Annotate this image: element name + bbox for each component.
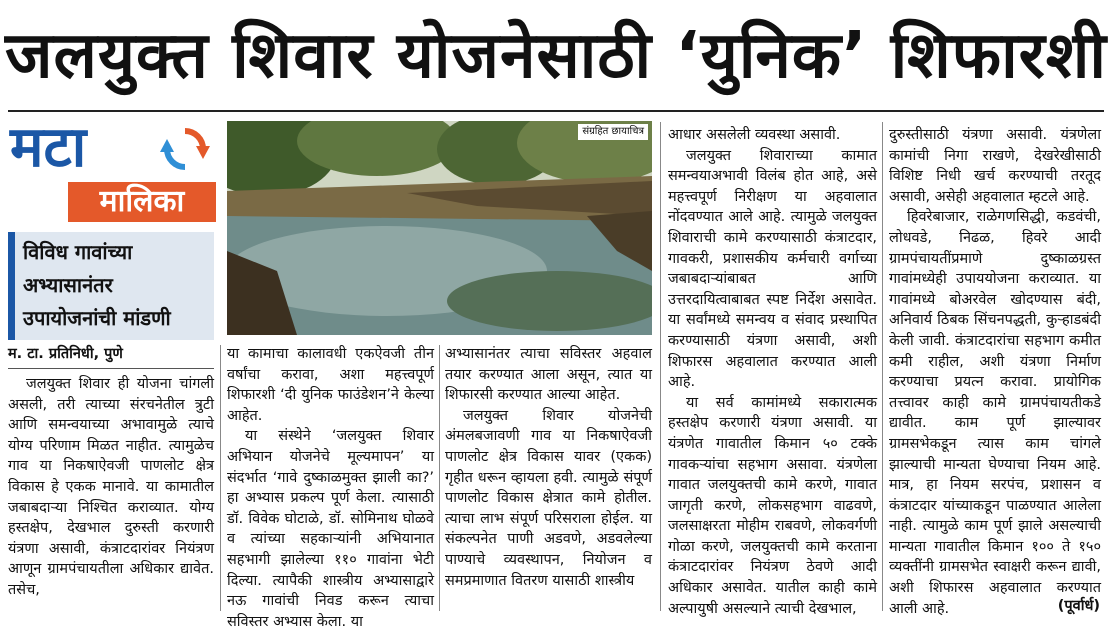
paragraph: हिवरेबाजार, राळेगणसिद्धी, कडवंची, लोधवडे, निढळ, हिवरे आदी ग्रामपंचायतींप्रमाणे दुष्काळग्रस्त गावांमध्येही उपाययोजना कराव्यात. या गावांमध्ये बोअरवेल खोदण्यास बंदी, अनिवार्य ठिबक सिंचनपद्धती, कुऱ्हाडबंदी केली जावी. कंत्राटदारांचा सहभाग कमीत कमी राहील, अशी यंत्रणा निर्माण करण्याचा प्रयत्न करावा. प्रायोगिक तत्त्वावर काही कामे ग्रामपंचायतीकडे द्यावीत. काम पूर्ण झाल्यावर ग्रामसभेकडून त्यास काम चांगले झाल्याची मान्यता घेण्याचा नियम आहे. मात्र, हा नियम सरपंच, प्रशासन व कंत्राटदार यांच्याकडून पाळण्यात आलेला नाही. त्यामुळे काम पूर्ण झाले असल्याची मान्यता गावातील किमान १०० ते १५० व्यक्तींनी ग्रामसभेत स्वाक्षरी करून द्यावी, अशी शिफारस अहवालात करण्यात आली आहे. xyxy=(889,209,1101,617)
pond-illustration xyxy=(227,121,652,335)
article-column-2 xyxy=(227,344,434,632)
kicker-box xyxy=(8,232,214,340)
byline-rule xyxy=(8,368,214,369)
mata-series-logo xyxy=(8,115,216,226)
byline: म. टा. प्रतिनिधी, पुणे xyxy=(8,346,123,362)
kicker-line: विविध गावांच्या xyxy=(23,240,133,264)
paragraph: जलयुक्त शिवाराच्या कामात समन्वयाअभावी विलंब होत आहे, असे महत्त्वपूर्ण निरीक्षण या अहवालात नोंदवण्यात आले आहे. त्यामुळे जलयुक्त शिवाराची कामे करण्यासाठी कंत्राटदार, गावकरी, प्रशासकीय कर्मचारी वर्गाच्या जबाबदाऱ्यांबाबत आणि उत्तरदायित्वाबाबत स्पष्ट निर्देश असावेत. या सर्वांमध्ये समन्वय व संवाद प्रस्थापित करण्यासाठी यंत्रणा असावी, अशी शिफारस अहवालात करण्यात आली आहे. xyxy=(668,147,877,391)
article-column-4 xyxy=(668,125,877,619)
headline: जलयुक्त शिवार योजनेसाठी ‘युनिक’ शिफारशी xyxy=(5,19,1107,93)
column-divider xyxy=(220,345,221,611)
column-divider xyxy=(439,345,440,611)
paragraph: दुरुस्तीसाठी यंत्रणा असावी. यंत्रणेला कामांची निगा राखणे, देखरेखीसाठी विशिष्ट निधी खर्च करण्याची तरतूद असावी, असेही अहवालात म्हटले आहे. xyxy=(889,127,1101,205)
paragraph: अभ्यासानंतर त्याचा सविस्तर अहवाल तयार करण्यात आला असून, त्यात या शिफारसी करण्यात आल्या आहेत. xyxy=(445,346,652,404)
column-divider xyxy=(882,122,883,611)
paragraph: आधार असलेली व्यवस्था असावी. xyxy=(668,127,841,143)
pond-photo xyxy=(227,121,652,335)
paragraph: या संस्थेने ‘जलयुक्त शिवार अभियान योजनेचे मूल्यमापन’ या संदर्भात ‘गावे दुष्काळमुक्त झाली का?’ हा अभ्यास प्रकल्प पूर्ण केला. त्यासाठी डॉ. विवेक घोटाळे, डॉ. सोमिनाथ घोळवे व त्यांच्या सहकाऱ्यांनी अभियानात सहभागी झालेल्या ११० गावांना भेटी दिल्या. त्यापैकी शास्त्रीय अभ्यासाद्वारे नऊ गावांची निवड करून त्याचा सविस्तर अभ्यास केला. या xyxy=(227,428,434,630)
photo-credit: संग्रहित छायाचित्र xyxy=(578,124,648,140)
paragraph: या सर्व कामांमध्ये सकारात्मक हस्तक्षेप करणारी यंत्रणा असावी. या यंत्रणेत गावातील किमान ५० टक्के गावकऱ्यांचा सहभाग असावा. यंत्रणेला गावात जलयुक्तची कामे करणे, गावात जागृती करणे, लोकसहभाग वाढवणे, जलसाक्षरता मोहीम राबवणे, लोकवर्गणी गोळा करणे, जलयुक्तची कामे करताना कंत्राटदारांवर नियंत्रण ठेवणे आदी अधिकार असावेत. यातील काही कामे अल्पायुषी असल्याने त्याची देखभाल, xyxy=(668,394,877,617)
article-column-3 xyxy=(445,344,652,591)
paragraph: जलयुक्त शिवार योजनेची अंमलबजावणी गाव या निकषाऐवजी पाणलोट क्षेत्र विकास यावर (एकक) गृहीत धरून व्हायला हवी. त्यामुळे संपूर्ण पाणलोट विकास क्षेत्रात कामे होतील. त्याचा लाभ संपूर्ण परिसराला होईल. या संकल्पनेत पाणी अडवणे, अडवलेल्या पाण्याचे व्यवस्थापन, नियोजन व समप्रमाणात वितरण यासाठी शास्त्रीय xyxy=(445,407,652,589)
article-column-1 xyxy=(8,374,214,601)
refresh-cycle-icon xyxy=(160,124,210,174)
kicker-line: अभ्यासानंतर xyxy=(23,273,113,297)
column-divider xyxy=(660,122,661,611)
article-column-5 xyxy=(889,125,1101,619)
logo-top xyxy=(8,115,216,182)
headline-rule xyxy=(8,110,1104,112)
paragraph: जलयुक्त शिवार ही योजना चांगली असली, तरी त्याच्या संरचनेतील त्रुटी आणि समन्वयाच्या अभावामुळे त्याचे योग्य परिणाम मिळत नाहीत. त्यामुळेच गाव या निकषाऐवजी पाणलोट क्षेत्र विकास हे एकक मानावे. या कामातील जबाबदाऱ्या निश्चित कराव्यात. योग्य हस्तक्षेप, देखभाल दुरुस्ती करणारी यंत्रणा असावी, कंत्राटदारांवर नियंत्रण आणून ग्रामपंचायतीला अधिकार द्यावेत. तसेच, xyxy=(8,376,214,598)
continued-marker: (पूर्वार्ध) xyxy=(1057,598,1100,614)
kicker-line: उपायोजनांची मांडणी xyxy=(23,306,171,330)
logo-word: मटा xyxy=(10,115,87,180)
logo-subtitle: मालिका xyxy=(99,184,185,219)
paragraph: या कामाचा कालावधी एकऐवजी तीन वर्षांचा करावा, अशा महत्त्वपूर्ण शिफारशी ‘दी युनिक फाउंडेशन’ने केल्या आहेत. xyxy=(227,346,434,424)
